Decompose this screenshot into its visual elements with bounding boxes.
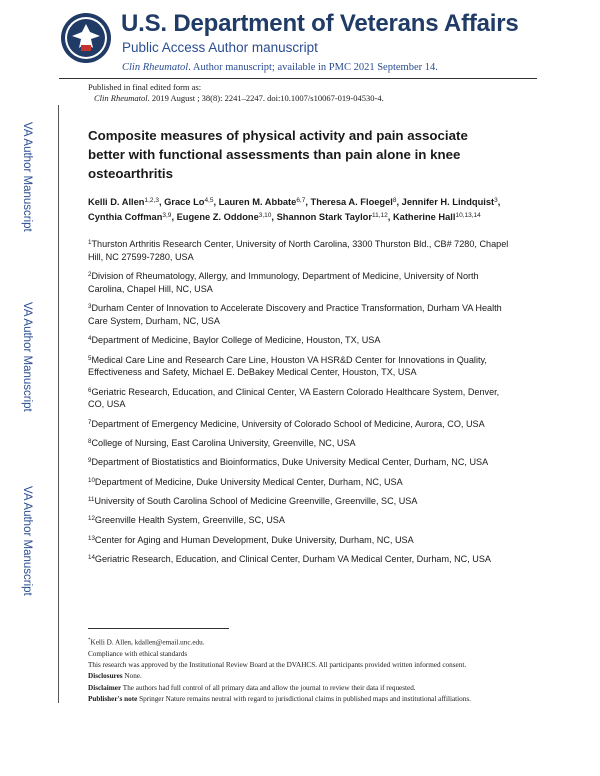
author-name: Theresa A. Floegel <box>310 197 393 207</box>
affiliation-number: 3 <box>88 303 92 311</box>
author <box>402 197 501 207</box>
author-separator: , <box>305 197 311 207</box>
published-info <box>88 82 384 104</box>
affiliation <box>88 495 516 508</box>
author-affiliation-ref: 6,7 <box>296 197 306 204</box>
author-affiliation-ref: 11,12 <box>371 211 388 219</box>
affiliation-text: Medical Care Line and Research Care Line, Houston VA HSR&D Center for Innovations in Quality, Effectiveness and Safety, Michael E. DeBakey Medical Center, Houston, TX, USA <box>88 354 487 378</box>
affiliation-text: Center for Aging and Human Development, Duke University, Durham, NC, USA <box>94 534 414 545</box>
author-separator: , <box>497 197 501 207</box>
affiliation <box>88 418 516 431</box>
author-affiliation-ref: 3 <box>494 197 498 204</box>
author <box>311 197 402 207</box>
published-journal: Clin Rheumatol <box>94 93 148 103</box>
author-affiliation-ref: 3,10 <box>258 211 272 219</box>
author-list <box>88 195 508 224</box>
author <box>219 197 311 207</box>
publishers-note-text: Springer Nature remains neutral with regard to jurisdictional claims in published maps and institutional affiliations. <box>137 694 471 703</box>
disclaimer <box>88 683 528 694</box>
author-separator: , <box>213 197 219 207</box>
author-name: Cynthia Coffman <box>88 211 163 222</box>
public-access-label: Public Access Author manuscript <box>122 40 318 55</box>
manuscript-citation <box>122 62 438 73</box>
author-separator: , <box>396 197 402 207</box>
agency-name: U.S. Department of Veterans Affairs <box>121 10 519 37</box>
affiliation-text: Division of Rheumatology, Allergy, and Immunology, Department of Medicine, University of North Carolina, Chapel Hill, NC, USA <box>88 271 479 294</box>
author-name: Jennifer H. Lindquist <box>401 197 495 207</box>
affiliation <box>88 302 516 328</box>
affiliation-text: Geriatric Research, Education, and Clinical Center, VA Eastern Colorado Healthcare System, Denver, CO, USA <box>88 386 500 410</box>
author-name: Eugene Z. Oddone <box>176 211 259 222</box>
affiliation <box>88 437 516 450</box>
author-affiliation-ref: 8 <box>392 197 397 204</box>
manuscript-availability: . Author manuscript; available in PMC 2021 September 14. <box>188 62 438 73</box>
disclosures-text: None. <box>122 672 142 681</box>
affiliation-text: Department of Biostatistics and Bioinformatics, Duke University Medical Center, Durham, NC, USA <box>91 457 489 468</box>
corresponding-mark: * <box>88 638 91 643</box>
author-affiliation-ref: 3,9 <box>162 211 172 219</box>
left-margin-rule <box>58 105 59 703</box>
author-affiliation-ref: 1,2,3 <box>144 197 159 204</box>
author-separator: , <box>271 211 277 222</box>
affiliation-number: 5 <box>88 354 92 362</box>
corresponding-author: Kelli D. Allen, kdallen@email.unc.edu. <box>90 638 205 647</box>
disclosures <box>88 671 528 682</box>
author <box>177 212 277 222</box>
affiliation-text: Department of Emergency Medicine, University of Colorado School of Medicine, Aurora, CO, USA <box>91 418 485 429</box>
affiliation <box>88 354 516 380</box>
affiliation-number: 10 <box>88 476 95 484</box>
affiliation-number: 14 <box>88 553 95 561</box>
affiliation-number: 11 <box>88 495 95 503</box>
author <box>277 212 393 222</box>
affiliation-number: 4 <box>88 335 92 343</box>
journal-name: Clin Rheumatol <box>122 62 189 73</box>
affiliation <box>88 270 516 296</box>
publishers-note-label: Publisher's note <box>88 694 138 703</box>
author-separator: , <box>171 211 177 222</box>
irb-statement: This research was approved by the Institutional Review Board at the DVAHCS. All participants provided written informed consent. <box>88 660 467 669</box>
affiliation-number: 7 <box>88 418 92 426</box>
affiliation-number: 6 <box>88 386 92 394</box>
compliance-heading: Compliance with ethical standards <box>88 649 188 658</box>
affiliation-number: 1 <box>88 239 92 246</box>
disclosures-label: Disclosures <box>88 672 123 681</box>
affiliation <box>88 456 516 469</box>
affiliation <box>88 514 516 527</box>
affiliation-text: Durham Center of Innovation to Accelerate Discovery and Practice Transformation, Durham VA Health Care System, Durham, NC, USA <box>88 303 502 326</box>
affiliation-text: University of South Carolina School of Medicine Greenville, Greenville, SC, USA <box>94 495 418 506</box>
author-separator: , <box>387 211 393 222</box>
affiliation-number: 12 <box>88 515 95 523</box>
header-divider <box>59 78 537 79</box>
affiliation-text: Thurston Arthritis Research Center, University of North Carolina, 3300 Thurston Bld., CB# 7280, Chapel Hill, NC 27599-7280, USA <box>88 239 509 262</box>
affiliation-number: 8 <box>88 438 92 446</box>
affiliation <box>88 386 516 412</box>
publishers-note <box>88 694 528 705</box>
affiliation <box>88 238 516 264</box>
affiliation-text: Geriatric Research, Education, and Clinical Center, Durham VA Medical Center, Durham, NC, USA <box>94 553 491 564</box>
affiliation <box>88 476 516 489</box>
disclaimer-text: The authors had full control of all primary data and allow the journal to review their data if requested. <box>121 683 416 692</box>
author-name: Grace Lo <box>164 197 205 207</box>
footnotes <box>88 635 528 705</box>
side-label-va-author-manuscript: VA Author Manuscript <box>21 486 33 596</box>
author-name: Shannon Stark Taylor <box>276 211 372 222</box>
affiliation-text: Department of Medicine, Baylor College of Medicine, Houston, TX, USA <box>91 335 381 346</box>
author <box>164 197 219 207</box>
side-label-va-author-manuscript: VA Author Manuscript <box>21 302 33 412</box>
author-name: Kelli D. Allen <box>88 197 145 207</box>
author-name: Katherine Hall <box>392 211 456 222</box>
author <box>88 197 164 207</box>
affiliation-number: 2 <box>88 271 92 279</box>
author <box>88 212 177 222</box>
published-doi: . 2019 August ; 38(8): 2241–2247. doi:10.1007/s10067-019-04530-4. <box>147 93 384 103</box>
side-label-va-author-manuscript: VA Author Manuscript <box>21 122 33 232</box>
article-title: Composite measures of physical activity and pain associate better with functional assessments than pain alone in knee osteoarthritis <box>88 128 468 181</box>
author <box>393 212 481 222</box>
footnote-divider <box>88 628 229 629</box>
affiliation <box>88 553 516 566</box>
affiliation-text: Greenville Health System, Greenville, SC, USA <box>94 515 285 526</box>
affiliation-number: 9 <box>88 457 92 465</box>
affiliation-text: Department of Medicine, Duke University Medical Center, Durham, NC, USA <box>94 476 403 487</box>
affiliation <box>88 534 516 547</box>
affiliation-text: College of Nursing, East Carolina University, Greenville, NC, USA <box>91 438 356 449</box>
author-name: Lauren M. Abbate <box>218 197 297 207</box>
published-label: Published in final edited form as: <box>88 82 202 92</box>
author-separator: , <box>158 197 165 207</box>
affiliation <box>88 334 516 347</box>
affiliations-list <box>88 238 516 572</box>
author-affiliation-ref: 4,5 <box>204 197 214 204</box>
disclaimer-label: Disclaimer <box>88 683 122 692</box>
affiliation-number: 13 <box>88 534 95 542</box>
author-affiliation-ref: 10,13,14 <box>455 211 481 219</box>
va-seal-logo <box>60 12 112 64</box>
published-reference <box>88 93 384 104</box>
